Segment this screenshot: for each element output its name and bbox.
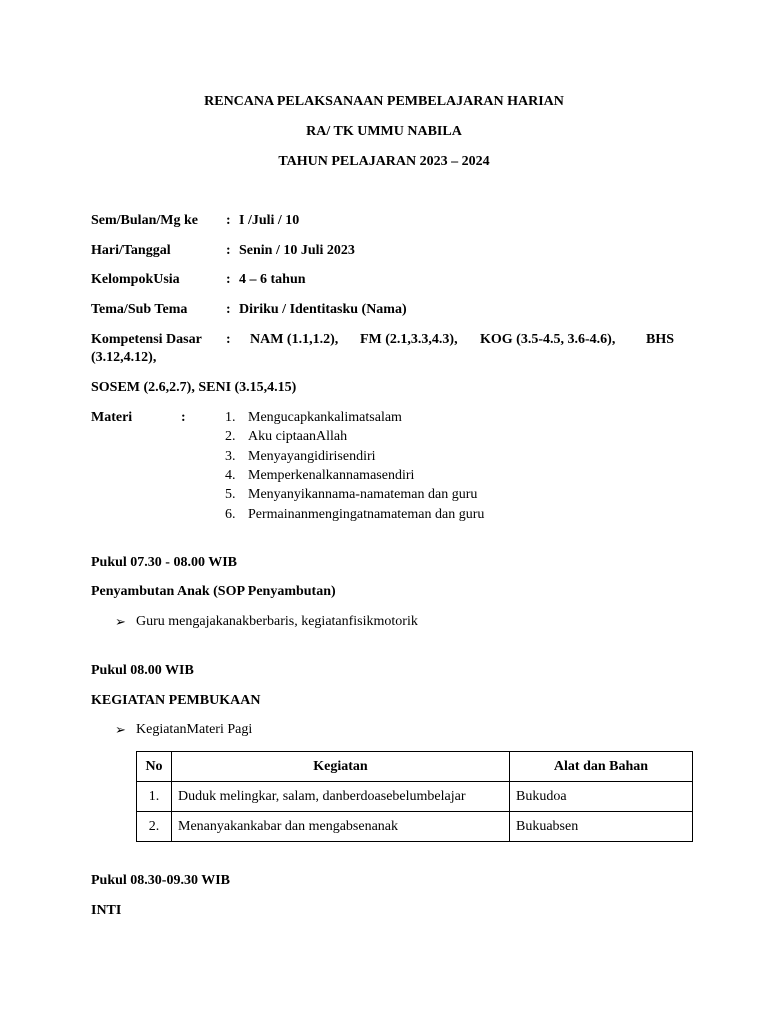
kd-line3: SOSEM (2.6,2.7), SENI (3.15,4.15) [91, 380, 297, 395]
header-alat: Alat dan Bahan [510, 752, 693, 782]
theme-colon: : [226, 302, 231, 317]
session2-bullet: KegiatanMateri Pagi [136, 722, 253, 737]
theme-label: Tema/Sub Tema [91, 302, 188, 317]
row-alat: Bukuabsen [510, 812, 693, 842]
age-value: 4 – 6 tahun [239, 272, 306, 287]
session3-title: INTI [91, 903, 122, 918]
sem-label: Sem/Bulan/Mg ke [91, 213, 198, 228]
session2-time: Pukul 08.00 WIB [91, 663, 194, 678]
school-name: RA/ TK UMMU NABILA [306, 124, 462, 139]
table-row [137, 812, 693, 842]
activity-table [136, 751, 693, 842]
document-title: RENCANA PELAKSANAAN PEMBELAJARAN HARIAN [204, 94, 564, 109]
academic-year: TAHUN PELAJARAN 2023 – 2024 [278, 154, 490, 169]
kd-colon: : [226, 332, 231, 347]
kd-line2: (3.12,4.12), [91, 350, 157, 365]
session3-time: Pukul 08.30-09.30 WIB [91, 873, 230, 888]
date-value: Senin / 10 Juli 2023 [239, 243, 355, 258]
header-kegiatan: Kegiatan [172, 752, 510, 782]
date-label: Hari/Tanggal [91, 243, 171, 258]
header-no: No [137, 752, 172, 782]
materi-label: Materi [91, 410, 133, 425]
arrow-bullet-icon: ➢ [115, 722, 126, 737]
row-kegiatan: Menanyakankabar dan mengabsenanak [172, 812, 510, 842]
row-kegiatan: Duduk melingkar, salam, danberdoasebelumbelajar [172, 782, 510, 812]
session1-bullet: Guru mengajakanakberbaris, kegiatanfisikmotorik [136, 614, 418, 629]
kd-bhs: BHS [646, 332, 675, 347]
session1-title: Penyambutan Anak (SOP Penyambutan) [91, 584, 336, 599]
kd-label: Kompetensi Dasar [91, 332, 202, 347]
table-header-row [137, 752, 693, 782]
table-row [137, 782, 693, 812]
age-colon: : [226, 272, 231, 287]
session2-title: KEGIATAN PEMBUKAAN [91, 693, 261, 708]
age-label: KelompokUsia [91, 272, 180, 287]
sem-colon: : [226, 213, 231, 228]
arrow-bullet-icon: ➢ [115, 614, 126, 629]
materi-colon: : [181, 410, 186, 425]
kd-nam: NAM (1.1,1.2), [250, 332, 339, 347]
row-no: 2. [137, 812, 172, 842]
date-colon: : [226, 243, 231, 258]
theme-value: Diriku / Identitasku (Nama) [239, 302, 407, 317]
row-alat: Bukudoa [510, 782, 693, 812]
session1-time: Pukul 07.30 - 08.00 WIB [91, 555, 237, 570]
sem-value: I /Juli / 10 [239, 213, 300, 228]
kd-kog: KOG (3.5-4.5, 3.6-4.6), [480, 332, 616, 347]
row-no: 1. [137, 782, 172, 812]
kd-fm: FM (2.1,3.3,4.3), [360, 332, 458, 347]
